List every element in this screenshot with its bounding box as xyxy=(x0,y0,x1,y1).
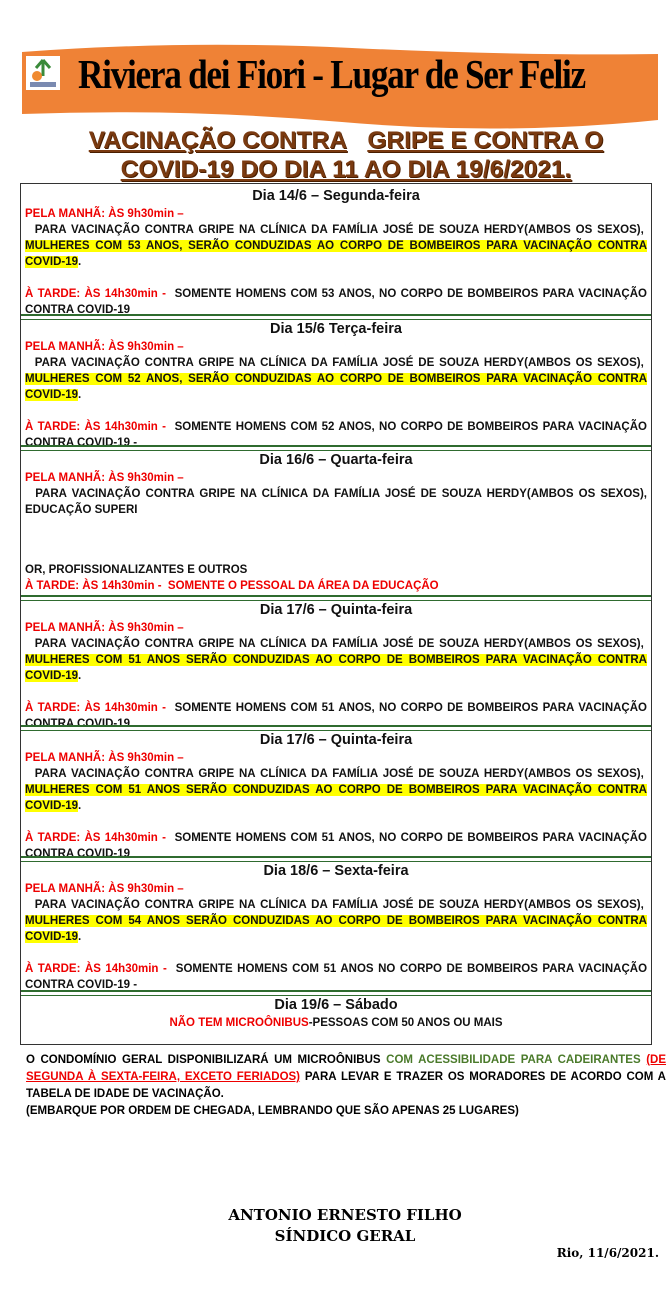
morning-label: PELA MANHÃ: ÀS 9h30min – xyxy=(25,341,184,353)
highlight-text: MULHERES COM 52 ANOS, SERÃO CONDUZIDAS AO CORPO DE BOMBEIROS PARA VACINAÇÃO CONTRA COVID-19 xyxy=(25,373,647,401)
day-section xyxy=(21,728,651,862)
document-date: Rio, 11/6/2021. xyxy=(556,1246,659,1260)
logo xyxy=(26,56,60,90)
afternoon: À TARDE: ÀS 14h30min - SOMENTE HOMENS COM 51 ANOS NO CORPO DE BOMBEIROS PARA VACINAÇÃO CONTRA COVID-19 - xyxy=(25,963,648,991)
day-section xyxy=(21,993,651,1031)
day-heading: Dia 15/6 Terça-feira xyxy=(270,321,402,337)
morning-text-cont: OR, PROFISSIONALIZANTES E OUTROS xyxy=(25,564,248,576)
day-section xyxy=(21,184,651,318)
morning-label: PELA MANHÃ: ÀS 9h30min – xyxy=(25,472,184,484)
day-section xyxy=(21,317,651,451)
age-note: -PESSOAS COM 50 ANOS OU MAIS xyxy=(308,1017,503,1029)
day-heading: Dia 16/6 – Quarta-feira xyxy=(259,452,413,468)
page-headline: VACINAÇÃO CONTRA GRIPE E CONTRA O COVID-19 DO DIA 11 AO DIA 19/6/2021. xyxy=(88,127,604,183)
morning-text: PARA VACINAÇÃO CONTRA GRIPE NA CLÍNICA DA FAMÍLIA JOSÉ DE SOUZA HERDY(AMBOS OS SEXOS), MULHERES COM 53 ANOS, SERÃO CONDUZIDAS AO CORPO DE BOMBEIROS PARA VACINAÇÃO CONTRA COVID-19. xyxy=(25,224,647,268)
day-section xyxy=(21,448,651,594)
morning-text: PARA VACINAÇÃO CONTRA GRIPE NA CLÍNICA DA FAMÍLIA JOSÉ DE SOUZA HERDY(AMBOS OS SEXOS), MULHERES COM 51 ANOS SERÃO CONDUZIDAS AO CORPO DE BOMBEIROS PARA VACINAÇÃO CONTRA COVID-19. xyxy=(25,638,647,682)
schedule-table xyxy=(20,183,652,1045)
day-heading: Dia 18/6 – Sexta-feira xyxy=(263,863,409,879)
day-heading: Dia 17/6 – Quinta-feira xyxy=(259,602,413,618)
afternoon: À TARDE: ÀS 14h30min - SOMENTE HOMENS COM 51 ANOS, NO CORPO DE BOMBEIROS PARA VACINAÇÃO CONTRA COVID-19 xyxy=(25,832,647,860)
afternoon: À TARDE: ÀS 14h30min - SOMENTE HOMENS COM 52 ANOS, NO CORPO DE BOMBEIROS PARA VACINAÇÃO CONTRA COVID-19 - xyxy=(25,421,647,449)
afternoon: À TARDE: ÀS 14h30min - SOMENTE HOMENS COM 51 ANOS, NO CORPO DE BOMBEIROS PARA VACINAÇÃO CONTRA COVID-19 xyxy=(25,702,647,730)
signature-name: ANTONIO ERNESTO FILHO xyxy=(228,1206,462,1224)
morning-label: PELA MANHÃ: ÀS 9h30min – xyxy=(25,752,184,764)
footer-note: O CONDOMÍNIO GERAL DISPONIBILIZARÁ UM MICROÔNIBUS COM ACESSIBILIDADE PARA CADEIRANTES (DE SEGUNDA À SEXTA-FEIRA, EXCETO FERIADOS) PARA LEVAR E TRAZER OS MORADORES DE ACORDO COM A TABELA DE IDADE DE VACINAÇÃO. (EMBARQUE POR ORDEM DE CHEGADA, LEMBRANDO QUE SÃO APENAS 25 LUGARES) xyxy=(26,1054,667,1117)
signature-role: SÍNDICO GERAL xyxy=(274,1227,416,1245)
no-bus-note: NÃO TEM MICROÔNIBUS xyxy=(169,1017,309,1029)
morning-text: PARA VACINAÇÃO CONTRA GRIPE NA CLÍNICA DA FAMÍLIA JOSÉ DE SOUZA HERDY(AMBOS OS SEXOS), MULHERES COM 51 ANOS SERÃO CONDUZIDAS AO CORPO DE BOMBEIROS PARA VACINAÇÃO CONTRA COVID-19. xyxy=(25,768,647,812)
morning-label: PELA MANHÃ: ÀS 9h30min – xyxy=(25,622,184,634)
morning-text: PARA VACINAÇÃO CONTRA GRIPE NA CLÍNICA DA FAMÍLIA JOSÉ DE SOUZA HERDY(AMBOS OS SEXOS), MULHERES COM 54 ANOS SERÃO CONDUZIDAS AO CORPO DE BOMBEIROS PARA VACINAÇÃO CONTRA COVID-19. xyxy=(25,899,647,943)
day-heading: Dia 14/6 – Segunda-feira xyxy=(252,188,420,204)
highlight-text: MULHERES COM 54 ANOS SERÃO CONDUZIDAS AO CORPO DE BOMBEIROS PARA VACINAÇÃO CONTRA COVID-19 xyxy=(25,915,647,943)
day-section xyxy=(21,598,651,732)
day-section xyxy=(21,859,651,993)
morning-text: PARA VACINAÇÃO CONTRA GRIPE NA CLÍNICA DA FAMÍLIA JOSÉ DE SOUZA HERDY(AMBOS OS SEXOS), EDUCAÇÃO SUPERI xyxy=(25,488,647,516)
afternoon: À TARDE: ÀS 14h30min - SOMENTE O PESSOAL DA ÁREA DA EDUCAÇÃO xyxy=(25,580,439,592)
highlight-text: MULHERES COM 53 ANOS, SERÃO CONDUZIDAS AO CORPO DE BOMBEIROS PARA VACINAÇÃO CONTRA COVID-19 xyxy=(25,240,647,268)
day-heading: Dia 19/6 – Sábado xyxy=(274,997,398,1013)
morning-text: PARA VACINAÇÃO CONTRA GRIPE NA CLÍNICA DA FAMÍLIA JOSÉ DE SOUZA HERDY(AMBOS OS SEXOS), MULHERES COM 52 ANOS, SERÃO CONDUZIDAS AO CORPO DE BOMBEIROS PARA VACINAÇÃO CONTRA COVID-19. xyxy=(25,357,647,401)
afternoon: À TARDE: ÀS 14h30min - SOMENTE HOMENS COM 53 ANOS, NO CORPO DE BOMBEIROS PARA VACINAÇÃO CONTRA COVID-19 xyxy=(25,288,647,316)
day-heading: Dia 17/6 – Quinta-feira xyxy=(259,732,413,748)
morning-label: PELA MANHÃ: ÀS 9h30min – xyxy=(25,208,184,220)
site-title: Riviera dei Fiori - Lugar de Ser Feliz xyxy=(78,51,585,97)
highlight-text: MULHERES COM 51 ANOS SERÃO CONDUZIDAS AO CORPO DE BOMBEIROS PARA VACINAÇÃO CONTRA COVID-19 xyxy=(25,784,647,812)
highlight-text: MULHERES COM 51 ANOS SERÃO CONDUZIDAS AO CORPO DE BOMBEIROS PARA VACINAÇÃO CONTRA COVID-19 xyxy=(25,654,647,682)
morning-label: PELA MANHÃ: ÀS 9h30min – xyxy=(25,883,184,895)
